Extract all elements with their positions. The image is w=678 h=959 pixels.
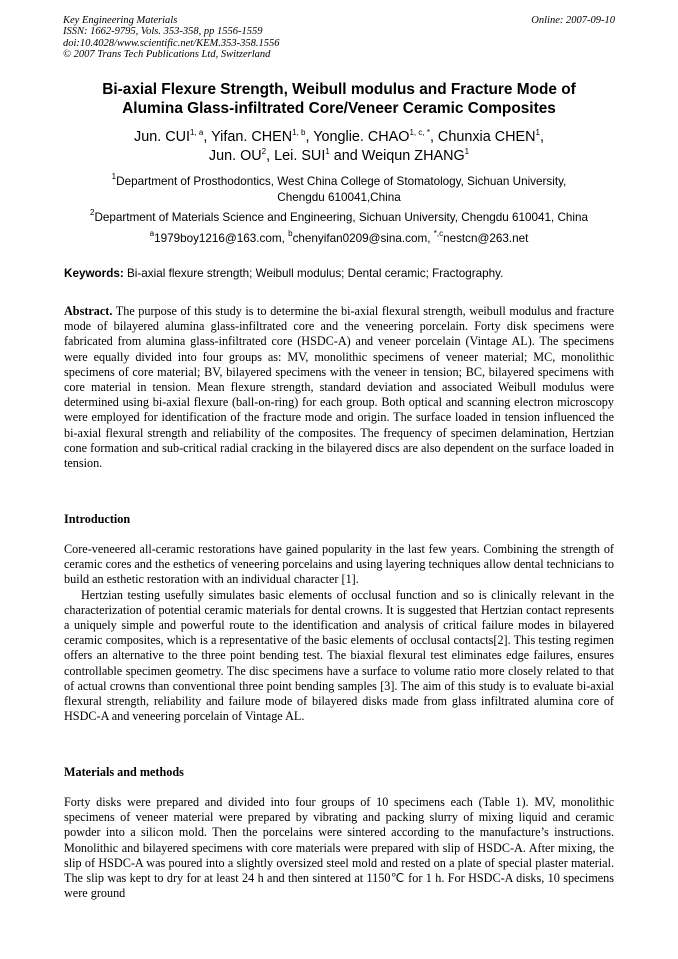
introduction-paragraph-1: Core-veneered all-ceramic restorations have gained popularity in the last few years. Combining the strength of ceramic cores and the esthetics of veneering porcelains and using layering techniques allow dental technicians to build an esthetic restoration with an individual character [1].: [64, 542, 614, 587]
affiliation-text: Department of Materials Science and Engineering, Sichuan University, Chengdu 610041, China: [94, 211, 588, 224]
author-name: , Yonglie. CHAO: [305, 129, 410, 145]
author-list: [50, 128, 628, 166]
author-sup: 1, c, *: [409, 128, 430, 137]
email-link[interactable]: nestcn@263.net: [443, 232, 529, 245]
title-line-1: Bi-axial Flexure Strength, Weibull modulus and Fracture Mode of: [102, 81, 576, 98]
affiliation-text: Department of Prosthodontics, West China College of Stomatology, Sichuan University,: [116, 175, 567, 188]
abstract-paragraph: [64, 304, 614, 471]
author-line-2: [50, 147, 628, 166]
email-sup: a: [149, 229, 155, 238]
author-name: , Lei. SUI: [266, 148, 326, 164]
author-name: and Weiqun ZHANG: [329, 148, 465, 164]
journal-issn: ISSN: 1662-9795, Vols. 353-358, pp 1556-1559: [63, 26, 263, 38]
email-link[interactable]: chenyifan0209@sina.com,: [292, 232, 434, 245]
email-sup: *,c: [433, 229, 444, 238]
author-emails: [60, 231, 618, 246]
title-line-2: Alumina Glass-infiltrated Core/Veneer Ceramic Composites: [122, 99, 556, 117]
paper-title: [50, 81, 628, 118]
introduction-body: [64, 542, 614, 724]
keywords: [64, 266, 616, 281]
author-name: Jun. CUI: [134, 129, 191, 145]
email-link[interactable]: 1979boy1216@163.com,: [154, 232, 289, 245]
author-sup: 1, a: [190, 128, 204, 137]
author-sup: 2: [261, 147, 267, 156]
affiliation-1-line-2: Chengdu 610041,China: [277, 191, 401, 205]
keywords-text: Bi-axial flexure strength; Weibull modulus; Dental ceramic; Fractography.: [123, 267, 504, 280]
online-date: Online: 2007-09-10: [531, 15, 615, 26]
introduction-paragraph-2: Hertzian testing usefully simulates basic elements of occlusal function and so is clinically relevant in the characterization of potential ceramic materials for dental crowns. It is suggested that Hertzian contact represents a uniquely simple and powerful route to the identification and analysis of critical failure modes in bilayered ceramic composites, which is a representative of the basic elements of occlusal contacts[2]. This testing regimen offers an alternative to the three point bending test. The biaxial flexural test eliminates edge failures, ensures controllable specimen geometry. The disc specimens have a surface to volume ratio more closely related to that of actual crowns than conventional three point bending samples [3]. The aim of this study is to evaluate bi-axial flexural strength, reliability and failure mode of bilayered disks made from glass infiltrated alumina core of HSDC-A and veneering porcelain of Vintage AL.: [64, 587, 614, 724]
keywords-label: Keywords:: [64, 267, 124, 280]
author-sup: 1, b: [292, 128, 306, 137]
author-sup: 1: [535, 128, 540, 137]
methods-heading: Materials and methods: [64, 765, 184, 779]
abstract-label: Abstract.: [64, 304, 113, 318]
author-line-1: [50, 128, 628, 147]
journal-name: Key Engineering Materials: [63, 15, 178, 26]
journal-doi: doi:10.4028/www.scientific.net/KEM.353-358.1556: [63, 37, 280, 49]
affiliation-sup: 2: [90, 208, 95, 217]
author-name: Jun. OU: [208, 148, 262, 164]
journal-copyright: © 2007 Trans Tech Publications Ltd, Switzerland: [63, 49, 271, 61]
abstract-text: The purpose of this study is to determine the bi-axial flexural strength, weibull modulus and fracture mode of bilayered alumina glass-infiltrated core and the veneering porcelain. Forty disk specimens were fabricated from alumina glass-infiltrated core (HSDC-A) and veneer porcelain (Vintage AL). The specimens were equally divided into four groups as: MV, monolithic specimens of veneer material; MC, monolithic specimens of core material; BV, bilayered specimens with the veneer in tension; BC, bilayered specimens with core material in tension. Mean flexure strength, standard deviation and associated Weibull modulus were determined using bi-axial flexure (ball-on-ring) for each group. Both optical and scanning electron microscopy were employed for identification of the fracture mode and origin. The surface loaded in tension influenced the bi-axial flexural strength and reliability of the composites. The frequency of specimen delamination, Hertzian cone formation and sub-critical radial cracking in the bilayered discs are also dependent on the surface loaded in tension.: [64, 304, 614, 471]
affiliation-sup: 1: [111, 172, 117, 181]
author-name: , Chunxia CHEN: [429, 129, 536, 145]
introduction-heading: Introduction: [64, 512, 131, 526]
journal-header: [63, 15, 280, 61]
abstract: [64, 304, 614, 471]
author-sup: 1: [464, 147, 470, 156]
affiliation-2: [60, 210, 618, 226]
author-sup: 1: [325, 147, 330, 156]
methods-body: [64, 795, 614, 901]
methods-paragraph-1: Forty disks were prepared and divided into four groups of 10 specimens each (Table 1). MV, monolithic specimens of veneer material were prepared by vibrating and packing slurry of mixing liquid and ceramic powder into a silicon mold. Then the porcelains were sintered according to the manufacture’s instructions. Monolithic and bilayered specimens with core materials were prepared with slip of HSDC-A. After mixing, the slip of HSDC-A was poured into a slightly oversized steel mold and rested on a plate of special plaster material. The slip was kept to dry for at least 24 h and then sintered at 1150℃ for 1 h. For HSDC-A disks, 10 specimens were ground: [64, 795, 614, 901]
author-name: , Yifan. CHEN: [203, 129, 293, 145]
affiliation-1: [60, 174, 618, 206]
email-sup: b: [288, 229, 293, 238]
affiliation-1-line-1: [60, 174, 618, 190]
author-sep: ,: [539, 129, 544, 145]
